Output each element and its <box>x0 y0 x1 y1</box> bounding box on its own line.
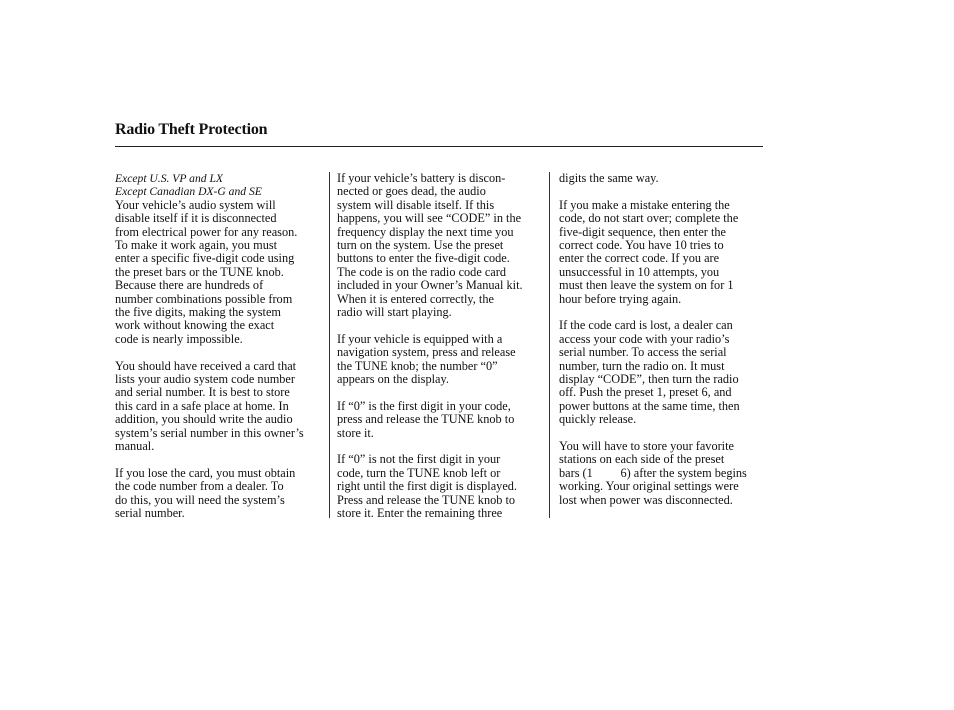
text-line: code, do not start over; complete the <box>559 211 739 226</box>
text-line: system will disable itself. If this <box>337 197 495 212</box>
text-line: unsuccessful in 10 attempts, you <box>559 264 720 279</box>
text-line: this card in a safe place at home. In <box>115 398 289 413</box>
paragraph <box>115 199 327 346</box>
text-line: number combinations possible from <box>115 291 293 306</box>
text-line: serial number. <box>115 506 185 521</box>
text-line: press and release the TUNE knob to <box>337 412 515 427</box>
paragraph <box>559 440 765 507</box>
text-line: enter a specific five-digit code using <box>115 251 295 266</box>
paragraph <box>559 199 765 306</box>
text-line: buttons to enter the five-digit code. <box>337 251 510 266</box>
paragraph <box>337 333 543 387</box>
paragraph <box>115 360 327 454</box>
text-line: happens, you will see “CODE” in the <box>337 211 522 226</box>
text-line: hour before trying again. <box>559 291 682 306</box>
text-line: serial number. To access the serial <box>559 345 727 360</box>
text-line: enter the correct code. If you are <box>559 251 720 266</box>
page-title: Radio Theft Protection <box>115 121 268 138</box>
text-line: store it. <box>337 425 374 440</box>
paragraph <box>559 319 765 426</box>
text-line: included in your Owner’s Manual kit. <box>337 278 523 293</box>
text-line: disable itself if it is disconnected <box>115 211 277 226</box>
paragraph <box>337 453 543 520</box>
title-divider <box>115 146 763 147</box>
text-line: If you lose the card, you must obtain <box>115 465 296 480</box>
text-line: working. Your original settings were <box>559 479 739 494</box>
text-line: code is nearly impossible. <box>115 331 243 346</box>
text-line: Because there are hundreds of <box>115 278 264 293</box>
paragraph <box>559 172 765 185</box>
text-line: from electrical power for any reason. <box>115 224 298 239</box>
text-line: addition, you should write the audio <box>115 412 293 427</box>
text-line: When it is entered correctly, the <box>337 291 494 306</box>
text-line: work without knowing the exact <box>115 318 275 333</box>
text-line: lists your audio system code number <box>115 372 295 387</box>
text-line: correct code. You have 10 tries to <box>559 238 724 253</box>
text-line: If “0” is not the first digit in your <box>337 452 501 467</box>
text-line: access your code with your radio’s <box>559 331 730 346</box>
text-line: appears on the display. <box>337 372 449 387</box>
model-note: Except Canadian DX-G and SE <box>115 185 262 199</box>
text-line: If your vehicle’s battery is discon- <box>337 171 506 185</box>
text-line: To make it work again, you must <box>115 238 278 253</box>
text-line: system’s serial number in this owner’s <box>115 425 304 440</box>
text-column-2 <box>337 172 543 534</box>
column-divider-2 <box>549 172 550 518</box>
text-column-1 <box>115 172 327 534</box>
text-line: five-digit sequence, then enter the <box>559 224 726 239</box>
text-line: do this, you will need the system’s <box>115 492 285 507</box>
text-line: turn on the system. Use the preset <box>337 238 504 253</box>
text-line: must then leave the system on for 1 <box>559 278 734 293</box>
text-line: display “CODE”, then turn the radio <box>559 372 739 387</box>
text-line: If your vehicle is equipped with a <box>337 331 503 346</box>
text-line: You will have to store your favorite <box>559 439 734 454</box>
text-line: manual. <box>115 439 155 454</box>
text-line: Your vehicle’s audio system will <box>115 197 276 212</box>
text-line: nected or goes dead, the audio <box>337 184 486 199</box>
paragraph <box>337 400 543 440</box>
text-line: Press and release the TUNE knob to <box>337 492 516 507</box>
text-line: off. Push the preset 1, preset 6, and <box>559 385 732 400</box>
text-line: power buttons at the same time, then <box>559 398 740 413</box>
text-line: stations on each side of the preset <box>559 452 725 467</box>
text-line: the code number from a dealer. To <box>115 479 284 494</box>
text-line: lost when power was disconnected. <box>559 492 733 507</box>
text-line: store it. Enter the remaining three <box>337 506 503 521</box>
text-line: the five digits, making the system <box>115 305 281 320</box>
text-line: navigation system, press and release <box>337 345 516 360</box>
text-line: the preset bars or the TUNE knob. <box>115 264 284 279</box>
text-line: You should have received a card that <box>115 358 297 373</box>
text-line: digits the same way. <box>559 171 659 185</box>
text-column-3 <box>559 172 765 521</box>
text-line: radio will start playing. <box>337 305 452 320</box>
text-line: The code is on the radio code card <box>337 264 507 279</box>
text-line: quickly release. <box>559 412 637 427</box>
text-line: the TUNE knob; the number “0” <box>337 358 498 373</box>
column-divider-1 <box>329 172 330 518</box>
text-line: code, turn the TUNE knob left or <box>337 465 501 480</box>
text-line: number, turn the radio on. It must <box>559 358 725 373</box>
text-line: If “0” is the first digit in your code, <box>337 398 511 413</box>
text-line: If the code card is lost, a dealer can <box>559 318 733 333</box>
text-line: frequency display the next time you <box>337 224 514 239</box>
text-line: If you make a mistake entering the <box>559 197 730 212</box>
model-note: Except U.S. VP and LX <box>115 172 223 185</box>
text-line: bars (1 6) after the system begins <box>559 465 747 480</box>
paragraph <box>337 172 543 319</box>
text-line: and serial number. It is best to store <box>115 385 290 400</box>
text-line: right until the first digit is displayed. <box>337 479 517 494</box>
paragraph <box>115 467 327 521</box>
